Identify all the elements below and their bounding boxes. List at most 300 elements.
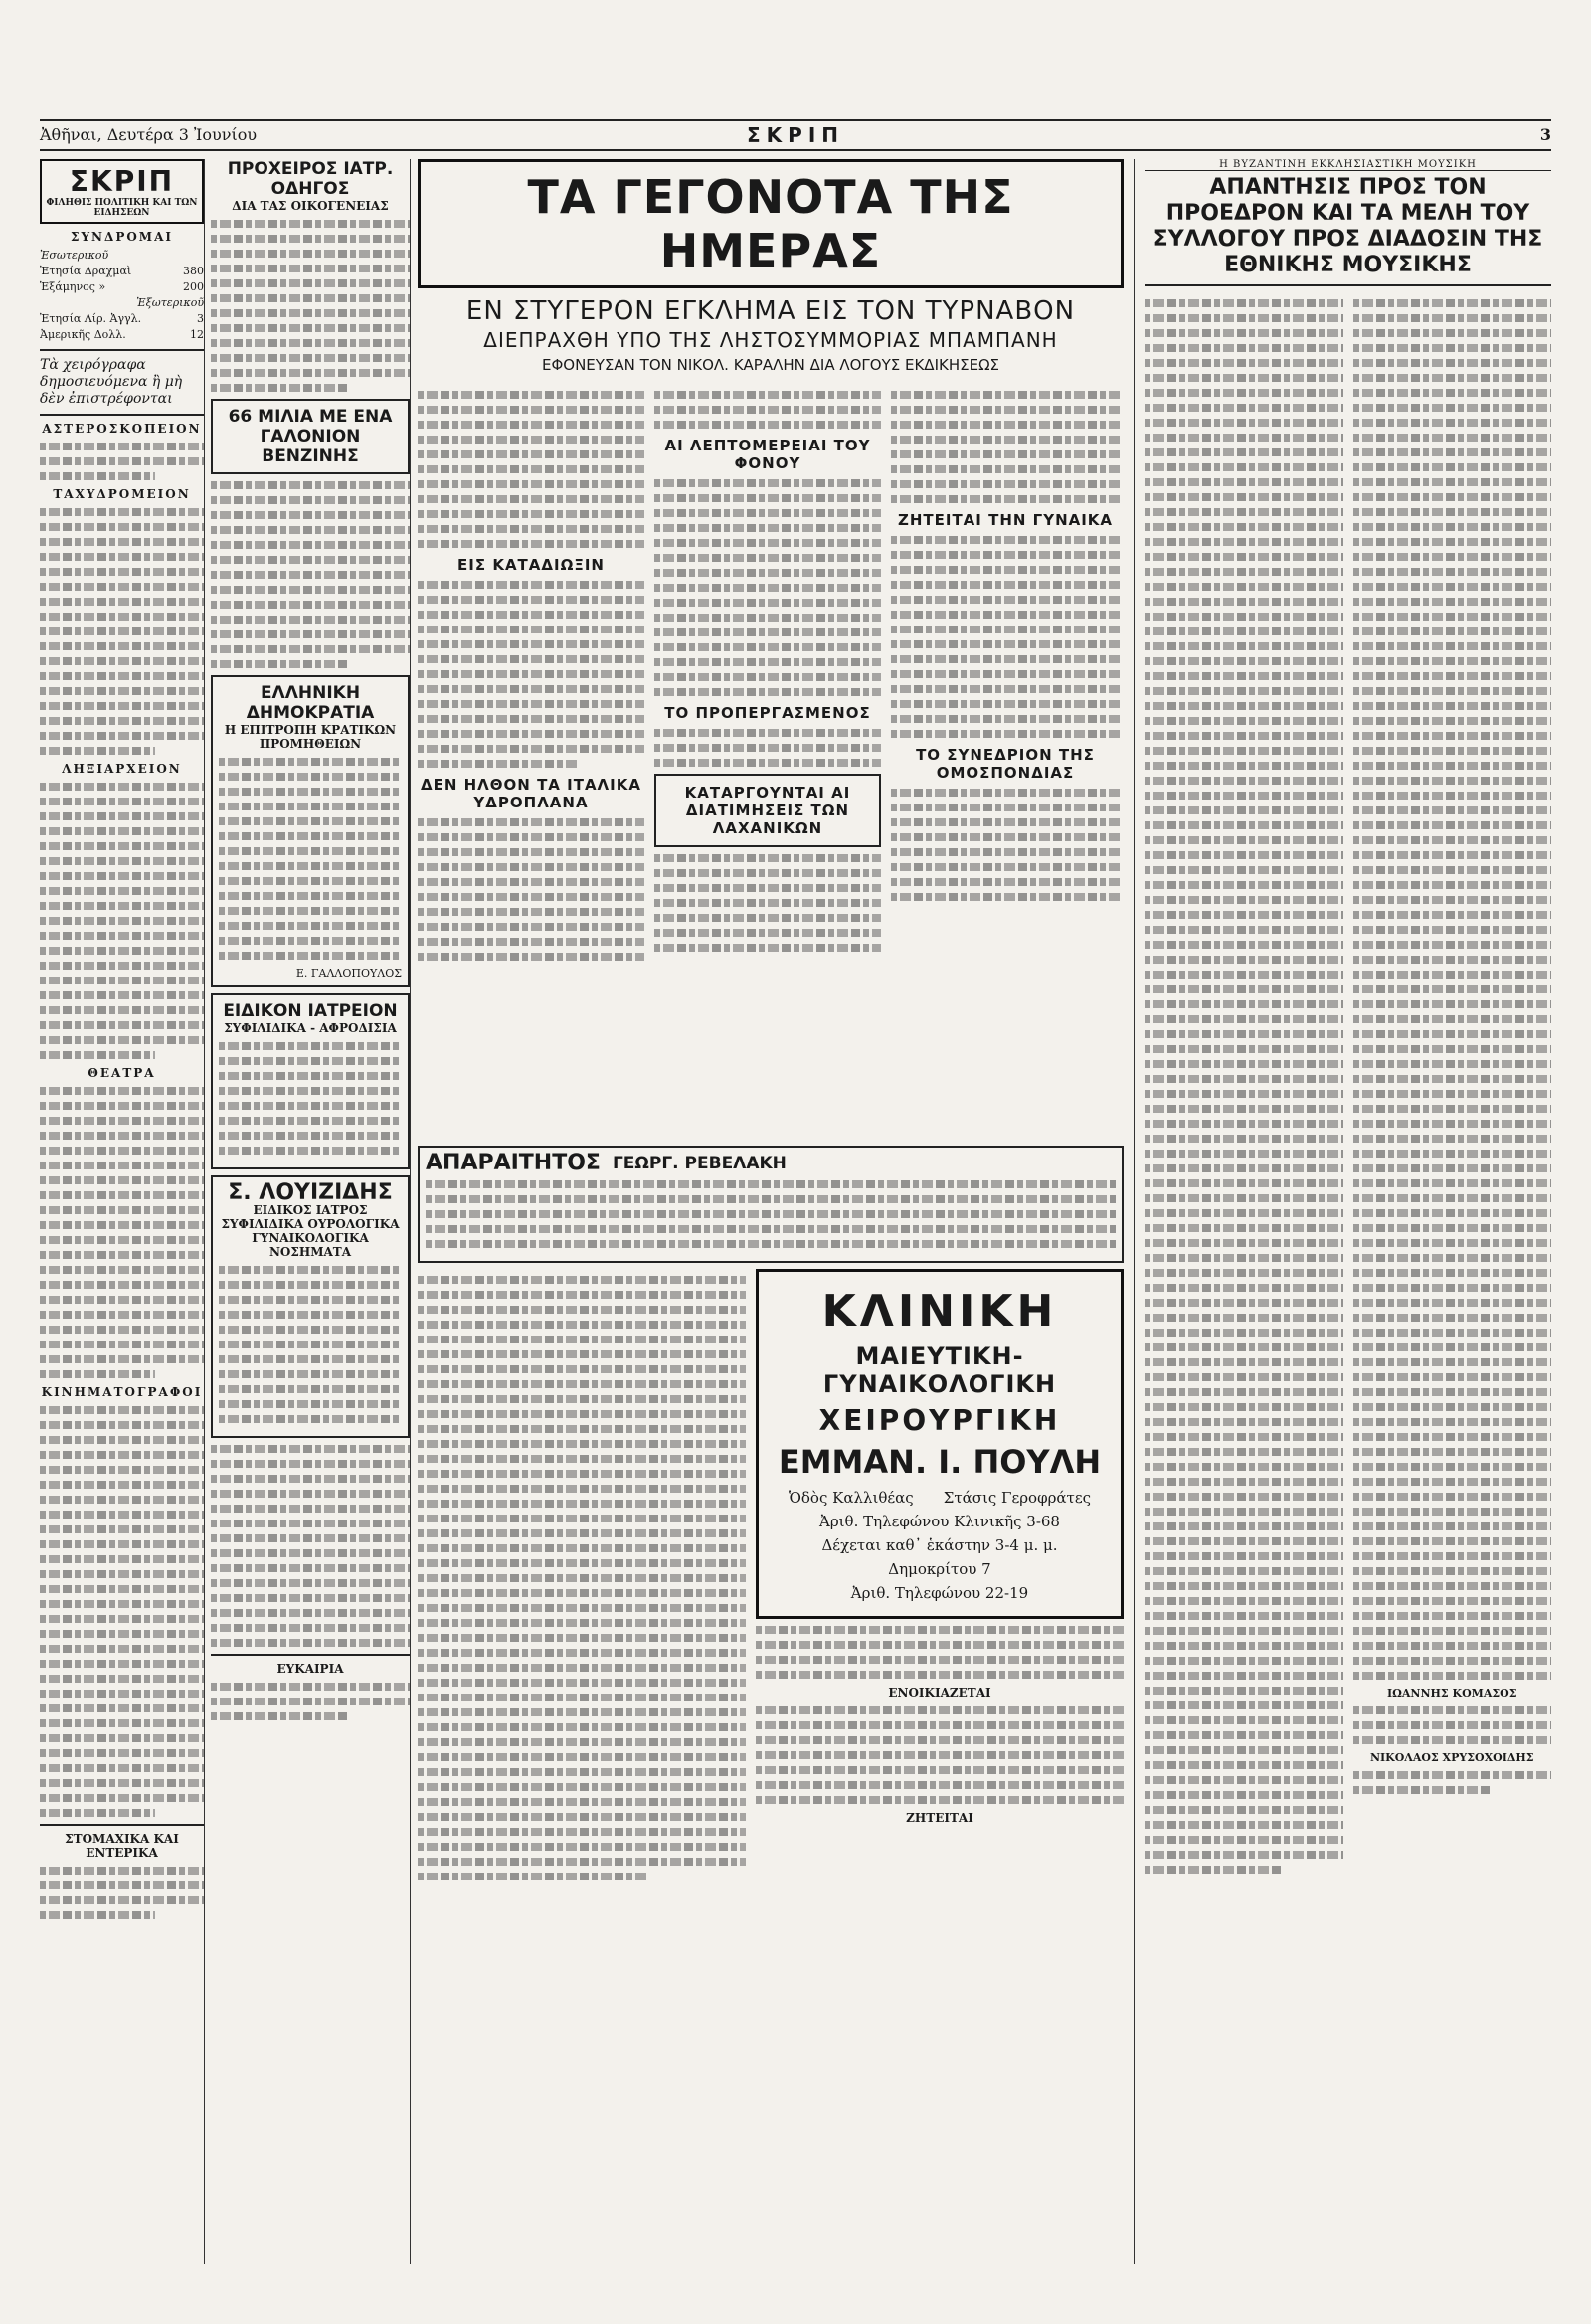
text-line bbox=[40, 857, 204, 865]
text-line bbox=[418, 1559, 746, 1567]
text-line bbox=[418, 1380, 746, 1388]
text-line bbox=[1145, 806, 1343, 814]
text-line bbox=[1353, 1418, 1552, 1426]
text-line bbox=[211, 1460, 410, 1468]
text-line bbox=[418, 421, 644, 429]
text-line bbox=[418, 510, 644, 518]
text-line bbox=[418, 1410, 746, 1418]
text-line bbox=[418, 596, 644, 604]
divider bbox=[40, 414, 204, 416]
text-line bbox=[1353, 1254, 1552, 1262]
text-line bbox=[1353, 1015, 1552, 1023]
text-line bbox=[40, 991, 204, 999]
text-line bbox=[418, 1276, 746, 1284]
text-line bbox=[654, 628, 881, 636]
text-line bbox=[1145, 329, 1343, 337]
text-line bbox=[654, 421, 881, 429]
text-line bbox=[1353, 1493, 1552, 1501]
text-line bbox=[40, 627, 204, 635]
text-line bbox=[418, 1291, 746, 1299]
masthead-name: ΣΚΡΙΠ bbox=[69, 165, 175, 198]
text-line bbox=[1145, 1448, 1343, 1456]
text-line bbox=[40, 1570, 204, 1578]
price-value: 12 bbox=[190, 328, 204, 341]
gasoline-ad bbox=[211, 399, 410, 474]
clinic-hours: Δέχεται καθ᾿ ἑκάστην 3-4 μ. μ. bbox=[821, 1536, 1058, 1554]
text-line bbox=[219, 892, 402, 900]
text-line bbox=[1353, 568, 1552, 576]
text-line bbox=[211, 601, 410, 609]
text-line bbox=[1145, 463, 1343, 471]
text-line bbox=[1145, 1269, 1343, 1277]
text-line bbox=[1145, 359, 1343, 367]
bottom-ad-title: ΣΤΟΜΑΧΙΚΑ ΚΑΙ ΕΝΤΕΡΙΚΑ bbox=[65, 1832, 179, 1860]
text-line bbox=[40, 812, 204, 820]
sub-headline-a: ΑΙ ΛΕΠΤΟΜΕΡΕΙΑΙ ΤΟΥ ΦΟΝΟΥ bbox=[664, 437, 871, 472]
text-line bbox=[1145, 434, 1343, 442]
text-line bbox=[1145, 493, 1343, 501]
text-line bbox=[418, 818, 644, 826]
text-line bbox=[654, 554, 881, 562]
text-line bbox=[40, 1496, 204, 1504]
text-line bbox=[1353, 762, 1552, 770]
text-line bbox=[40, 1809, 155, 1817]
text-line bbox=[1353, 1537, 1552, 1545]
text-line bbox=[219, 922, 402, 930]
text-line bbox=[211, 630, 410, 638]
text-line bbox=[1145, 1716, 1343, 1724]
text-line bbox=[40, 642, 204, 650]
text-line bbox=[418, 908, 644, 916]
text-line bbox=[1145, 1299, 1343, 1307]
text-line bbox=[1145, 1552, 1343, 1560]
text-line bbox=[418, 1679, 746, 1687]
price-row bbox=[40, 311, 204, 327]
text-line bbox=[654, 643, 881, 651]
text-line bbox=[1353, 956, 1552, 964]
text-line bbox=[219, 1072, 402, 1080]
text-line bbox=[1353, 702, 1552, 710]
lower-left-text bbox=[418, 1269, 746, 1887]
text-line bbox=[654, 539, 881, 547]
text-line bbox=[1353, 404, 1552, 412]
text-line bbox=[1145, 568, 1343, 576]
text-line bbox=[1145, 956, 1343, 964]
text-line bbox=[40, 1630, 204, 1638]
text-line bbox=[40, 598, 204, 606]
text-line bbox=[40, 1266, 204, 1274]
text-line bbox=[1353, 1164, 1552, 1172]
text-line bbox=[891, 551, 1120, 559]
text-line bbox=[1353, 538, 1552, 546]
text-line bbox=[1353, 359, 1552, 367]
text-line bbox=[1145, 1746, 1343, 1754]
text-line bbox=[1353, 1358, 1552, 1366]
notice-signature: Ε. ΓΑΛΛΟΠΟΥΛΟΣ bbox=[295, 967, 402, 980]
text-line bbox=[219, 1296, 402, 1304]
text-line bbox=[1353, 642, 1552, 650]
text-line bbox=[756, 1781, 1124, 1789]
text-line bbox=[418, 1440, 746, 1448]
state-sub: Η ΕΠΙΤΡΟΠΗ ΚΡΑΤΙΚΩΝ ΠΡΟΜΗΘΕΙΩΝ bbox=[224, 723, 397, 751]
section-title: ΤΑ ΓΕΓΟΝΟΤΑ ΤΗΣ ΗΜΕΡΑΣ bbox=[418, 159, 1124, 288]
text-line bbox=[1145, 299, 1343, 307]
clinic-surgery: ΧΕΙΡΟΥΡΓΙΚΗ bbox=[818, 1404, 1061, 1437]
text-line bbox=[1353, 1179, 1552, 1187]
doctor-name: Σ. ΛΟΥΙΖΙΔΗΣ bbox=[228, 1180, 393, 1205]
text-line bbox=[40, 1021, 204, 1029]
text-line bbox=[418, 1365, 746, 1373]
text-line bbox=[418, 1649, 746, 1657]
text-line bbox=[1353, 1721, 1552, 1729]
text-line bbox=[1145, 1164, 1343, 1172]
text-line bbox=[891, 670, 1120, 678]
text-line bbox=[1145, 1075, 1343, 1083]
text-line bbox=[1145, 1403, 1343, 1411]
text-line bbox=[1353, 448, 1552, 456]
text-line bbox=[1353, 1627, 1552, 1635]
text-line bbox=[1353, 896, 1552, 904]
text-line bbox=[1145, 821, 1343, 829]
text-line bbox=[219, 1355, 402, 1363]
text-line bbox=[1145, 1284, 1343, 1292]
text-line bbox=[1145, 1209, 1343, 1217]
text-line bbox=[211, 1534, 410, 1542]
text-line bbox=[211, 324, 410, 332]
divider bbox=[1145, 284, 1551, 286]
text-line bbox=[211, 384, 350, 392]
text-line bbox=[1353, 583, 1552, 591]
text-line bbox=[418, 1664, 746, 1672]
text-line bbox=[40, 1764, 204, 1772]
text-line bbox=[1145, 419, 1343, 427]
text-line bbox=[418, 406, 644, 414]
text-line bbox=[418, 1455, 746, 1463]
text-line bbox=[219, 788, 402, 796]
text-line bbox=[426, 1195, 1116, 1203]
text-line bbox=[1145, 866, 1343, 874]
right-article bbox=[1145, 292, 1551, 1880]
text-line bbox=[211, 1712, 350, 1720]
text-line bbox=[418, 938, 644, 946]
text-line bbox=[418, 1753, 746, 1761]
text-line bbox=[1353, 836, 1552, 844]
text-line bbox=[1353, 881, 1552, 889]
text-line bbox=[1145, 404, 1343, 412]
text-line bbox=[211, 571, 410, 579]
text-line bbox=[211, 541, 410, 549]
text-line bbox=[1145, 1015, 1343, 1023]
clinic-address2: Δημοκρίτου 7 bbox=[888, 1560, 991, 1578]
text-line bbox=[891, 715, 1120, 723]
text-line bbox=[654, 929, 881, 937]
text-line bbox=[1145, 1657, 1343, 1665]
text-line bbox=[1353, 1448, 1552, 1456]
text-line bbox=[1353, 1612, 1552, 1620]
text-line bbox=[891, 863, 1120, 871]
clinic-location-row bbox=[769, 1489, 1111, 1507]
text-line bbox=[1353, 1672, 1552, 1680]
text-line bbox=[654, 914, 881, 922]
header-date: Ἀθῆναι, Δευτέρα 3 Ἰουνίου bbox=[40, 125, 258, 144]
text-line bbox=[219, 1415, 402, 1423]
text-line bbox=[426, 1240, 1116, 1248]
text-line bbox=[654, 899, 881, 907]
masthead-sub: ΦΙΛΗΘΙΣ ΠΟΛΙΤΙΚΗ ΚΑΙ ΤΩΝ ΕΙΔΗΣΕΩΝ bbox=[46, 198, 198, 218]
text-line bbox=[1145, 1627, 1343, 1635]
text-line bbox=[1353, 1135, 1552, 1143]
text-line bbox=[40, 1176, 204, 1184]
text-line bbox=[40, 1132, 204, 1140]
text-line bbox=[40, 1466, 204, 1474]
text-line bbox=[654, 688, 881, 696]
wanted-head: ΖΗΤΕΙΤΑΙ bbox=[906, 1811, 973, 1825]
clinic-phone2: Ἀριθ. Τηλεφώνου 22-19 bbox=[850, 1584, 1029, 1602]
text-line bbox=[1145, 1388, 1343, 1396]
text-line bbox=[1353, 523, 1552, 531]
text-line bbox=[1353, 374, 1552, 382]
section-cinemas: ΚΙΝΗΜΑΤΟΓΡΑΦΟΙ bbox=[41, 1385, 203, 1399]
text-line bbox=[40, 1451, 204, 1459]
text-line bbox=[211, 1505, 410, 1513]
price-label: Ἀμερικῆς Δολλ. bbox=[40, 328, 126, 341]
text-line bbox=[1353, 1209, 1552, 1217]
text-line bbox=[1145, 747, 1343, 755]
text-line bbox=[40, 687, 204, 695]
text-line bbox=[1353, 1105, 1552, 1113]
page-header bbox=[40, 119, 1551, 151]
text-line bbox=[756, 1671, 1124, 1679]
text-line bbox=[418, 1589, 746, 1597]
left-column bbox=[40, 159, 205, 2264]
text-line bbox=[1145, 717, 1343, 725]
text-line bbox=[211, 1520, 410, 1527]
text-line bbox=[654, 944, 881, 952]
text-line bbox=[40, 1281, 204, 1289]
text-line bbox=[418, 953, 644, 961]
text-line bbox=[1353, 1090, 1552, 1098]
text-line bbox=[1145, 627, 1343, 635]
text-line bbox=[418, 480, 644, 488]
text-line bbox=[1145, 941, 1343, 949]
text-line bbox=[40, 842, 204, 850]
text-line bbox=[1145, 1761, 1343, 1769]
text-line bbox=[1353, 463, 1552, 471]
text-line bbox=[40, 798, 204, 805]
text-line bbox=[219, 1341, 402, 1348]
text-line bbox=[654, 494, 881, 502]
text-line bbox=[418, 1798, 746, 1806]
signature-1: ΙΩΑΝΝΗΣ ΚΟΜΑΣΟΣ bbox=[1386, 1687, 1517, 1699]
text-line bbox=[1145, 1522, 1343, 1530]
text-line bbox=[219, 862, 402, 870]
text-line bbox=[418, 1336, 746, 1343]
text-line bbox=[211, 1475, 410, 1483]
text-line bbox=[219, 847, 402, 855]
state-notice bbox=[211, 675, 410, 987]
text-line bbox=[1353, 777, 1552, 785]
section-theatres: ΘΕΑΤΡΑ bbox=[88, 1066, 156, 1080]
text-line bbox=[418, 611, 644, 619]
text-line bbox=[1353, 1388, 1552, 1396]
text-line bbox=[756, 1796, 1124, 1804]
text-line bbox=[1145, 1030, 1343, 1038]
text-line bbox=[1353, 1075, 1552, 1083]
state-head: ΕΛΛΗΝΙΚΗ ΔΗΜΟΚΡΑΤΙΑ bbox=[246, 683, 375, 723]
text-line bbox=[418, 760, 577, 768]
text-line bbox=[891, 655, 1120, 663]
text-line bbox=[756, 1656, 1124, 1664]
text-line bbox=[418, 863, 644, 871]
text-line bbox=[1145, 1194, 1343, 1202]
text-line bbox=[418, 670, 644, 678]
text-line bbox=[756, 1706, 1124, 1714]
text-line bbox=[1353, 1597, 1552, 1605]
text-line bbox=[891, 804, 1120, 811]
section-post: ΤΑΧΥΔΡΟΜΕΙΟΝ bbox=[53, 487, 191, 501]
text-line bbox=[40, 1734, 204, 1742]
text-line bbox=[654, 884, 881, 892]
text-line bbox=[219, 1281, 402, 1289]
text-line bbox=[40, 1117, 204, 1125]
revelakis-head-row bbox=[426, 1151, 1116, 1175]
text-line bbox=[1145, 1731, 1343, 1739]
subscriptions-title: ΣΥΝΔΡΟΜΑΙ bbox=[70, 230, 173, 244]
text-line bbox=[1145, 762, 1343, 770]
text-line bbox=[1145, 926, 1343, 934]
text-line bbox=[211, 279, 410, 287]
text-line bbox=[891, 450, 1120, 458]
text-line bbox=[1353, 1657, 1552, 1665]
text-line bbox=[654, 614, 881, 622]
text-line bbox=[418, 715, 644, 723]
text-line bbox=[219, 1087, 402, 1095]
text-line bbox=[1353, 1373, 1552, 1381]
text-line bbox=[1145, 314, 1343, 322]
exterior-label: Ἐξωτερικοῦ bbox=[136, 296, 204, 309]
text-line bbox=[418, 833, 644, 841]
text-line bbox=[219, 1102, 402, 1110]
text-line bbox=[1145, 1135, 1343, 1143]
special-clinic-sub: ΣΥΦΙΛΙΔΙΚΑ - ΑΦΡΟΔΙΣΙΑ bbox=[224, 1021, 397, 1035]
text-line bbox=[40, 443, 204, 450]
text-line bbox=[891, 465, 1120, 473]
text-line bbox=[1145, 1791, 1343, 1799]
text-line bbox=[891, 833, 1120, 841]
text-line bbox=[1145, 1254, 1343, 1262]
text-line bbox=[211, 354, 410, 362]
text-line bbox=[418, 878, 644, 886]
price-value: 380 bbox=[183, 265, 204, 277]
text-line bbox=[1353, 1403, 1552, 1411]
text-line bbox=[219, 832, 402, 840]
text-line bbox=[40, 1615, 204, 1623]
text-line bbox=[40, 702, 204, 710]
text-line bbox=[211, 1639, 410, 1647]
text-line bbox=[1145, 1343, 1343, 1351]
text-line bbox=[1145, 1493, 1343, 1501]
text-line bbox=[1145, 1358, 1343, 1366]
divider bbox=[40, 1824, 204, 1826]
text-line bbox=[1145, 1612, 1343, 1620]
text-line bbox=[418, 700, 644, 708]
text-line bbox=[40, 1406, 204, 1414]
text-line bbox=[211, 220, 410, 228]
text-line bbox=[1145, 1329, 1343, 1337]
text-line bbox=[1145, 971, 1343, 979]
text-line bbox=[219, 1400, 402, 1408]
text-line bbox=[40, 962, 204, 970]
subscriptions-table bbox=[40, 248, 204, 343]
text-line bbox=[891, 436, 1120, 444]
text-line bbox=[40, 783, 204, 791]
text-line bbox=[1145, 478, 1343, 486]
text-line bbox=[1353, 1000, 1552, 1008]
price-value: 3 bbox=[197, 312, 204, 325]
price-row bbox=[40, 279, 204, 295]
text-line bbox=[418, 1708, 746, 1716]
text-line bbox=[219, 1147, 402, 1155]
text-line bbox=[40, 538, 204, 546]
text-line bbox=[1145, 1239, 1343, 1247]
text-line bbox=[211, 1564, 410, 1572]
revelakis-head: ΑΠΑΡΑΙΤΗΤΟΣ bbox=[426, 1151, 601, 1175]
clinic-type: ΜΑΙΕΥΤΙΚΗ-ΓΥΝΑΙΚΟΛΟΓΙΚΗ bbox=[822, 1342, 1057, 1398]
text-line bbox=[756, 1626, 1124, 1634]
text-line bbox=[40, 1540, 204, 1548]
text-line bbox=[891, 596, 1120, 604]
text-line bbox=[211, 481, 410, 489]
text-line bbox=[40, 1355, 204, 1363]
text-line bbox=[211, 1683, 410, 1691]
text-line bbox=[1145, 1597, 1343, 1605]
text-line bbox=[211, 660, 350, 668]
text-line bbox=[418, 1350, 746, 1358]
text-line bbox=[418, 1634, 746, 1642]
text-line bbox=[1353, 508, 1552, 516]
text-line bbox=[219, 1117, 402, 1125]
text-line bbox=[1145, 1060, 1343, 1068]
text-line bbox=[418, 640, 644, 648]
price-value: 200 bbox=[183, 280, 204, 293]
text-line bbox=[418, 923, 644, 931]
text-line bbox=[418, 1813, 746, 1821]
text-line bbox=[418, 1828, 746, 1836]
text-line bbox=[418, 1321, 746, 1329]
clinic-stop: Στάσις Γεροφράτες bbox=[943, 1489, 1091, 1507]
text-line bbox=[418, 626, 644, 633]
text-line bbox=[1145, 1045, 1343, 1053]
sub-headline-f: ΚΑΤΑΡΓΟΥΝΤΑΙ ΑΙ ΔΙΑΤΙΜΗΣΕΙΣ ΤΩΝ ΛΑΧΑΝΙΚΩΝ bbox=[684, 784, 851, 837]
text-line bbox=[1145, 448, 1343, 456]
text-line bbox=[418, 1485, 746, 1493]
clinic-phone: Ἀριθ. Τηλεφώνου Κλινικῆς 3-68 bbox=[819, 1513, 1060, 1530]
text-line bbox=[211, 1579, 410, 1587]
text-line bbox=[418, 450, 644, 458]
text-line bbox=[219, 952, 402, 960]
text-line bbox=[418, 745, 644, 753]
text-line bbox=[40, 1881, 204, 1889]
section-observatory: ΑΣΤΕΡΟΣΚΟΠΕΙΟΝ bbox=[42, 422, 202, 436]
divider bbox=[211, 1654, 410, 1656]
text-line bbox=[1145, 732, 1343, 740]
text-line bbox=[1145, 1537, 1343, 1545]
header-title: ΣΚΡΙΠ bbox=[747, 123, 844, 147]
text-line bbox=[211, 645, 410, 653]
text-line bbox=[1353, 941, 1552, 949]
text-line bbox=[40, 1236, 204, 1244]
clinic-ad bbox=[756, 1269, 1124, 1619]
